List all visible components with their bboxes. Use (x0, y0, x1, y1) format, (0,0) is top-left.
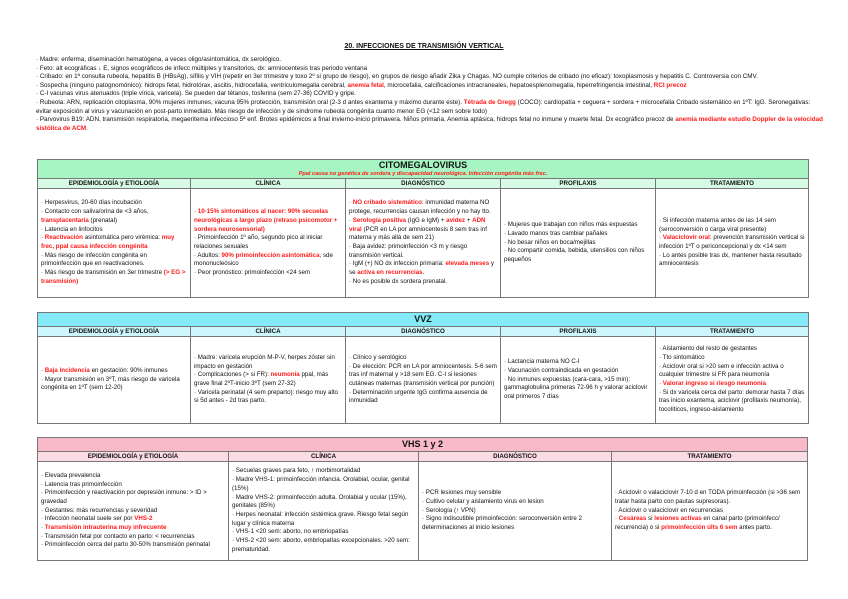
bullet-item (41, 269, 187, 286)
vhs-table-title (38, 438, 808, 452)
bullet-item (41, 252, 187, 269)
bullet-item (194, 252, 342, 269)
highlight-text: lesiones activas (654, 515, 702, 523)
text: · Herpes neonatal: infección sistémica grave. Riesgo fetal según lugar y clínica materna (232, 511, 409, 527)
text: · Mujeres que trabajan con niños más expuestas (504, 221, 638, 229)
bullet-item (41, 367, 187, 376)
table-cell-clinica (229, 462, 419, 561)
bullet-item (41, 541, 225, 550)
text: · Tto sintomático (659, 353, 705, 361)
bullet-item (41, 515, 225, 524)
column-header: DIAGNÓSTICO (419, 452, 612, 462)
text: · Baja avidez: primoinfección <3 m y riesgo transmisión vertical. (349, 243, 468, 259)
text: , microcefalia, calcificaciones intracraneales, hepatoesplenomegalia, hiperrefringencia intestinal, (383, 81, 654, 89)
highlight-text: Cesáreas (618, 515, 647, 523)
text: · Vacunación contraindicada en gestación (504, 366, 619, 374)
table-cell-diagnostico (346, 189, 501, 298)
bullet-item (504, 230, 652, 239)
bullet-item (349, 354, 497, 363)
text: · Lavado manos tras cambiar pañales (504, 229, 608, 237)
text: · Madre: varicela erupción M-P-V, herpes zóster sin impacto en gestación (194, 353, 335, 370)
text: · Determinación urgente IgG confirma ausencia de inmunidad (349, 388, 488, 405)
highlight-text: NO cribado sistemático (352, 199, 422, 207)
bullet-item (41, 208, 187, 225)
text: · Lo antes posible tras dx, mantener hasta resultado amniocentesis (659, 251, 802, 268)
highlight-text: avidez (446, 216, 466, 224)
text: · Latencia en linfocitos (41, 225, 103, 233)
text: · Infección neonatal suele ser por (41, 515, 135, 523)
text: , sde mononucleósico (194, 251, 333, 268)
bullet-item (349, 260, 497, 277)
bullet-item (41, 199, 187, 208)
text: · Madre: enferma, diseminación hematógena, a veces oligo/asintomática, dx serológico. (36, 56, 282, 63)
text: en canal parto (primoinfecc/ recurrencia) o si (615, 515, 780, 532)
bullet-item (41, 472, 225, 481)
text: : inmunidad materna NO protege, recurrencias causan infección y no hay tto. (349, 199, 491, 216)
text: · Cultivo celular y aislamiento virus en lesion (422, 497, 544, 505)
table-cell-profilaxis (501, 337, 656, 424)
text: · VHS-1 <20 sem: aborto, no embriopatías (232, 528, 349, 536)
bullet-item (41, 481, 225, 490)
bullet-item (232, 494, 415, 511)
text: · Aciclovir o valaciclovir en recurrencias (615, 506, 723, 514)
bullet-item (504, 376, 652, 402)
text: : prevención transmisión vertical si infección 1ºT o periconcepcional y dx <14 sem (659, 234, 805, 250)
text: · Aciclovir o valaciclovir 7-10 d en TODA primoinfección (si >36 sem tratar hasta parto con pautas supresoras). (615, 489, 801, 505)
table-cell-epidemiologia (38, 337, 191, 424)
bullet-item (194, 269, 342, 278)
text: (PCR en LA por amniocentesis 8 sem tras inf materna y más allá de sem 21) (349, 225, 487, 242)
vhs-table (37, 437, 808, 561)
text: y se (349, 260, 494, 277)
text: · Si dx varicela cerca del parto: demorar hasta 7 días tras inicio exantema, aciclovir (profilaxis neumonía), tocolíticos, ingreso-aislamiento (659, 388, 805, 414)
column-header: TRATAMIENTO (656, 327, 809, 337)
text: · Si infección materna antes de las 14 sem (seroconversión o carga viral presente) (659, 216, 776, 233)
bullet-item (422, 489, 608, 498)
highlight-text: Serología positiva (352, 216, 407, 224)
text: · Mayor transmisión en 3ºT, más riesgo de varicela congénita en 1ºT (sem 12-20) (41, 375, 180, 392)
bullet-item (41, 234, 187, 251)
text: · Transmisión fetal por contacto en parto: < recurrencias (41, 532, 195, 540)
text: · Aciclovir oral si >20 sem e infección activa o cualquier trimestre si FR para neumonía (659, 362, 784, 379)
bullet-item (232, 476, 415, 493)
bullet-item (615, 489, 804, 506)
vvz-table (37, 312, 809, 424)
bullet-item (41, 507, 225, 516)
bullet-item (615, 507, 804, 516)
highlight-text: elevada meses (445, 260, 490, 268)
text: · Clínico y serológico (349, 353, 407, 361)
column-header: EPIDEMIOLOGÍA y ETIOLOGÍA (38, 452, 229, 462)
column-header: CLÍNICA (229, 452, 419, 462)
bullet-item (659, 354, 805, 363)
highlight-text: 10-15% sintomáticos al nacer: 90% secuelas neurológicas a largo plazo (retraso psicomotor + sordera neurosensorial) (194, 208, 338, 233)
bullet-item (422, 498, 608, 507)
bullet-item (349, 363, 497, 389)
table-cell-tratamiento (612, 462, 808, 561)
text: · Más riesgo de transmisión en 3er trimestre (41, 269, 164, 277)
bullet-item (41, 376, 187, 393)
column-header: TRATAMIENTO (612, 452, 808, 462)
text: · Aislamiento del resto de gestantes (659, 345, 758, 353)
column-header: CLÍNICA (191, 179, 346, 189)
bullet-item (504, 221, 652, 230)
bullet-item (232, 528, 415, 537)
vvz-table-title (38, 313, 809, 327)
bullet-item (36, 90, 826, 99)
bullet-item (194, 354, 342, 371)
text: · Signo indiscutible primoinfección: seroconversión entre 2 determinaciones al inicio lesiones (422, 515, 582, 532)
text: · (659, 380, 663, 387)
text: (COCO): cardiopatía + ceguera + sordera + microcefalia Cribado sistemático en 1ºT: IgG. Seronegativas: evitar exposición al virus y vacunación en post-parto inmediato. Más riesgo de infección y de síndrome rubeola congénita cuanto menor EG (<12 sem sobre todo) (36, 98, 811, 115)
highlight-text: Valaciclovir oral (662, 234, 710, 242)
text: · Contacto con saliva/orina de <3 años, (41, 208, 149, 216)
table-cell-tratamiento (656, 189, 809, 298)
text: · No es posible dx sordera prenatal. (349, 277, 448, 285)
highlight-text: 90% primoinfección asintomática (221, 251, 320, 259)
text: · Elevada prevalencia (41, 471, 101, 479)
text: . (86, 124, 88, 132)
text: · (615, 515, 619, 523)
bullet-item (504, 358, 652, 367)
intro-bullets (36, 56, 826, 133)
bullet-item (41, 489, 225, 506)
column-header: TRATAMIENTO (656, 179, 809, 189)
bullet-item (422, 515, 608, 532)
column-header: EPIDEMIOLOGÍA y ETIOLOGÍA (38, 179, 191, 189)
bullet-item (36, 82, 826, 91)
bullet-item (504, 239, 652, 248)
highlight-text: transplacentaria (41, 216, 89, 224)
text: · (41, 234, 45, 242)
table-cell-clinica (191, 189, 346, 298)
text: · Sospecha (ninguno patognomónico): hidrops fetal, hidrotórax, ascitis, hidrocefalia, ventriculomegalia cerebral, (36, 81, 348, 89)
bullet-item (659, 252, 805, 269)
bullet-item (194, 234, 342, 251)
bullet-item (349, 217, 497, 243)
text: · IgM (+) NO dx infeccion primaria: (349, 260, 446, 268)
table-cell-clinica (191, 337, 346, 424)
highlight-text: neumonía (270, 371, 300, 379)
highlight-text: Reactivación (44, 234, 83, 242)
highlight-text: muy frec, ppal causa infección congénita (41, 234, 175, 250)
bullet-item (36, 99, 826, 116)
table-cell-profilaxis (501, 189, 656, 298)
highlight-text: Baja incidencia (44, 366, 90, 374)
text: · Madre VHS-1: primoinfección infancia. Orolabial, ocular, genital (15%) (232, 476, 410, 492)
bullet-item (659, 363, 805, 380)
text: · Parvovirus B19: ADN, transmisión respiratoria, megaeritema infeccioso 5ª enf. Brotes epidémicos a final invierno-inicio primavera. Niños primaria. Anemia aplásica, hidrops fetal no inmune y muerte fetal. Dx ecográfico precoz de (36, 116, 676, 124)
bullet-item (232, 511, 415, 528)
column-header: PROFILAXIS (501, 179, 656, 189)
text: antes parto. (737, 524, 772, 532)
bullet-item (349, 278, 497, 287)
text: + (465, 216, 473, 224)
table-cell-diagnostico (346, 337, 501, 424)
text: · Adultos: (194, 251, 222, 259)
highlight-text: Tétrada de Gregg (463, 98, 516, 106)
bullet-item (232, 467, 415, 476)
text: · No compartir comida, bebida, utensilios con niños pequeños (504, 247, 645, 264)
bullet-item (504, 367, 652, 376)
text: · No inmunes expuestas (cara-cara, >15 min): gammaglobulina primeras 72-96 h y valorar aciclovir oral primeros 7 días (504, 375, 648, 401)
text: · Herpesvirus, 20-60 días incubación (41, 199, 142, 207)
text: · De elección: PCR en LA por amniocentesis. 5-6 sem tras inf maternal y >18 sem EG. C-I si lesiones cutáneas maternas (transmisión vertical por punción) (349, 362, 497, 387)
bullet-item (349, 243, 497, 260)
bullet-item (659, 217, 805, 234)
bullet-item (349, 199, 497, 216)
cmv-table (37, 159, 809, 298)
column-header: EPIDEMIOLOGÍA y ETIOLOGÍA (38, 327, 191, 337)
text: · Latencia tras primoinfección (41, 480, 122, 488)
text: (IgG e IgM) + (406, 216, 447, 224)
column-header: DIAGNÓSTICO (346, 179, 501, 189)
highlight-text: ADN viral (349, 216, 486, 233)
bullet-item (659, 389, 805, 415)
column-header: PROFILAXIS (501, 327, 656, 337)
text: ppal, más grave final 2ºT-inicio 3ºT (sem 27-32) (194, 371, 329, 387)
highlight-text: activa en recurrencias (357, 269, 423, 277)
text: asintomática pero virémica: (82, 234, 162, 242)
text: · Lactancia materna NO C-I (504, 358, 580, 366)
bullet-item (194, 208, 342, 234)
text: · Gestantes: más recurrencias y severidad (41, 506, 158, 514)
highlight-text: VHS-2 (134, 515, 153, 523)
bullet-item (194, 371, 342, 388)
bullet-item (232, 537, 415, 554)
text: · VHS-2 <20 sem: aborto, embriopatías excepcionales. >20 sem: prematuridad. (232, 537, 410, 553)
cmv-subtitle: Ppal causa no genética de sordera y discapacidad neurológica. Infección congénita más frec. (298, 171, 548, 177)
text: · (659, 234, 663, 242)
table-cell-tratamiento (656, 337, 809, 424)
text: · C-I vacunas virus atenuados (triple vírica, varicela). Se pueden dar tétanos, tosferina (sem 27-36) COVID y gripe. (36, 90, 356, 98)
text: (prenatal) (88, 216, 118, 224)
vvz-title: VVZ (414, 314, 432, 325)
text: · (41, 366, 45, 374)
bullet-item (659, 345, 805, 354)
highlight-text: anemia fetal (347, 81, 384, 89)
bullet-item (422, 507, 608, 516)
bullet-item (194, 389, 342, 406)
text: · (349, 199, 353, 207)
bullet-item (36, 73, 826, 82)
bullet-item (41, 226, 187, 235)
text: · Peor pronóstico: primoinfección <24 sem (194, 269, 311, 277)
text: · Feto: alt ecográficas ↓ E, signos ecográficos de infecc múltiples y transitorios, dx: amniocentesis tras periodo ventana (36, 64, 368, 72)
text: · (194, 208, 198, 216)
text: · Varicela perinatal (4 sem preparto): riesgo muy alto si 5d antes - 2d tras parto. (194, 388, 338, 405)
bullet-item (36, 116, 826, 133)
text: si (646, 515, 655, 523)
text: · Primoinfección cerca del parto 30-50% transmisión perinatal (41, 541, 210, 549)
cmv-table-title (38, 160, 809, 179)
text: · (41, 524, 45, 532)
text: · Rubeola: ARN, replicación citoplasma, 90% mujeres inmunes, vacuna 95% protección, transmisión oral (2-3 d antes exantema y máximo durante este). (36, 98, 464, 106)
bullet-item (36, 56, 826, 65)
column-header: DIAGNÓSTICO (346, 327, 501, 337)
text: · Más riesgo de infección congénita en primoinfección que en reactivaciones. (41, 251, 147, 268)
page-title: 20. INFECCIONES DE TRANSMISIÓN VERTICAL (344, 43, 504, 50)
text: en gestación: 90% inmunes (89, 366, 168, 374)
highlight-text: Valorar ingreso si riesgo neumonía (662, 380, 766, 387)
bullet-item (504, 247, 652, 264)
bullet-item (659, 234, 805, 251)
text: · Primoinfección 1º año, segundo pico al iniciar relaciones sexuales (194, 234, 323, 250)
text: · Primoinfección y reactivación por depresión inmune: > ID > gravedad (41, 489, 207, 505)
text: · Complicaciones (> si FR): (194, 371, 271, 379)
bullet-item (349, 389, 497, 406)
bullet-item (41, 533, 225, 542)
column-header: CLÍNICA (191, 327, 346, 337)
highlight-text: primoinfección últs 6 sem (661, 524, 738, 532)
text: · No besar niños en boca/mejillas (504, 238, 596, 246)
highlight-text: (> EG > transmisión) (41, 269, 186, 285)
table-cell-epidemiologia (38, 462, 229, 561)
text: · (349, 216, 353, 224)
highlight-text: anemia mediante estudio Doppler de la velocidad sistólica de ACM (36, 116, 823, 132)
highlight-text: Transmisión intrauterina muy infrecuente (44, 524, 167, 532)
text: · Cribado: en 1ª consulta rubeola, hepatitis B (HBsAg), sífilis y VIH (repetir en 3er trimestre y toxo 2º si grupo de riesgo), en grupos de riesgo añadir Zika y Chagas. NO cumple criterios de cribado (no eficaz): toxoplasmosis y hepatitis C. Controversia con CMV. (36, 73, 758, 81)
text: · PCR lesiones muy sensible (422, 489, 502, 497)
bullet-item (41, 524, 225, 533)
cmv-title: CITOMEGALOVIRUS (378, 160, 468, 170)
bullet-item (659, 380, 805, 389)
highlight-text: RCI precoz (653, 81, 687, 89)
bullet-item (36, 65, 826, 74)
table-cell-epidemiologia (38, 189, 191, 298)
table-cell-diagnostico (419, 462, 612, 561)
text: . (422, 269, 425, 277)
text: · Serología (↑ VPN) (422, 506, 476, 514)
bullet-item (615, 515, 804, 532)
text: · Secuelas graves para feto, ↑ morbimortalidad (232, 467, 361, 475)
text: · Madre VHS-2: primoinfección adulta. Orolabial y ocular (15%), genitales (85%) (232, 493, 407, 510)
vhs-title: VHS 1 y 2 (402, 439, 444, 450)
